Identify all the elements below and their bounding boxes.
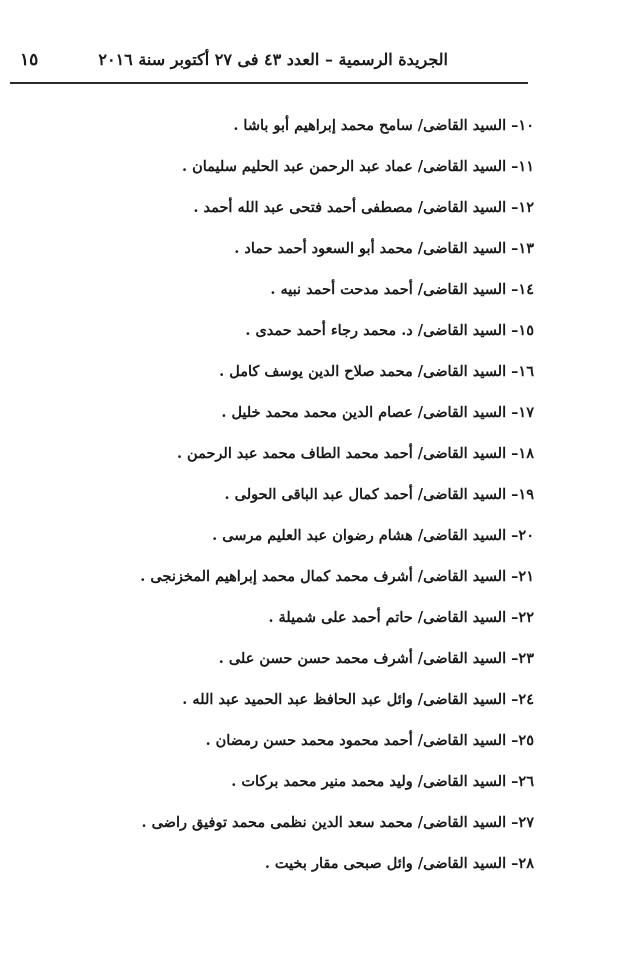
judges-list [84,112,534,891]
header-divider [10,82,528,84]
list-item: ٢٦– السيد القاضى/ وليد محمد منير محمد بركات . [231,773,534,790]
list-item: ١٥– السيد القاضى/ د. محمد رجاء أحمد حمدى . [245,322,534,339]
list-item: ١٨– السيد القاضى/ أحمد محمد الطاف محمد عبد الرحمن . [176,445,534,462]
list-item: ١١– السيد القاضى/ عماد عبد الرحمن عبد الحليم سليمان . [182,158,534,175]
page-number: ١٥ [20,50,39,70]
list-item: ١٦– السيد القاضى/ محمد صلاح الدين يوسف كامل . [219,363,534,380]
list-item: ١٧– السيد القاضى/ عصام الدين محمد محمد خليل . [221,404,534,421]
list-item: ١٣– السيد القاضى/ محمد أبو السعود أحمد حماد . [234,240,534,257]
list-item: ٢٨– السيد القاضى/ وائل صبحى مقار بخيت . [264,855,534,872]
page-header [10,44,528,78]
list-item: ٢٧– السيد القاضى/ محمد سعد الدين نظمى محمد توفيق راضى . [141,814,534,831]
list-item: ١٩– السيد القاضى/ أحمد كمال عبد الباقى الحولى . [224,486,534,503]
running-title: الجريدة الرسمية – العدد ٤٣ فى ٢٧ أكتوبر سنة ٢٠١٦ [98,50,448,69]
list-item: ١٢– السيد القاضى/ مصطفى أحمد فتحى عبد الله أحمد . [193,199,534,216]
list-item: ٢٤– السيد القاضى/ وائل عبد الحافظ عبد الحميد عبد الله . [182,691,534,708]
list-item: ٢١– السيد القاضى/ أشرف محمد كمال محمد إبراهيم المخزنجى . [140,568,534,585]
list-item: ١٠– السيد القاضى/ سامح محمد إبراهيم أبو باشا . [233,117,534,134]
list-item: ٢٢– السيد القاضى/ حاتم أحمد على شميلة . [268,609,534,626]
list-item: ٢٥– السيد القاضى/ أحمد محمود محمد حسن رمضان . [205,732,534,749]
list-item: ١٤– السيد القاضى/ أحمد مدحت أحمد نبيه . [270,281,534,298]
list-item: ٢٠– السيد القاضى/ هشام رضوان عبد العليم مرسى . [212,527,534,544]
list-item: ٢٣– السيد القاضى/ أشرف محمد حسن حسن على . [218,650,534,667]
